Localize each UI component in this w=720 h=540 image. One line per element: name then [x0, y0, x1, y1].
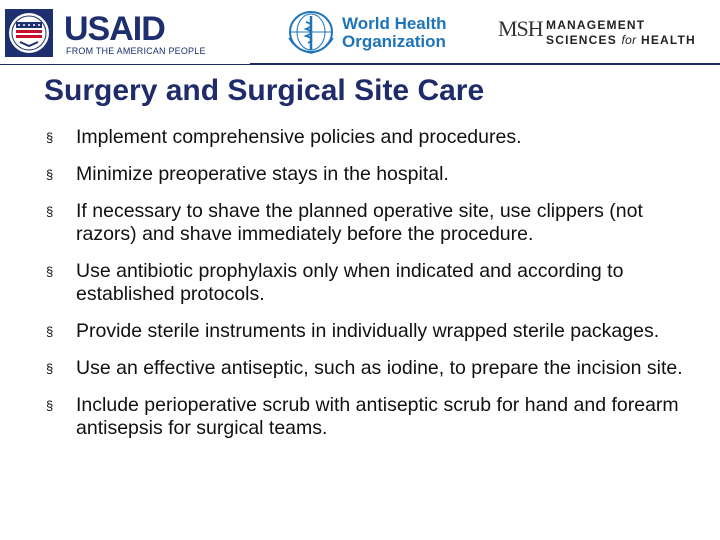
- usaid-wordmark: USAID: [64, 10, 165, 48]
- logo-bar: [0, 0, 720, 66]
- who-line2: Organization: [342, 32, 446, 51]
- usaid-tagline: FROM THE AMERICAN PEOPLE: [66, 46, 206, 56]
- msh-line2: SCIENCES for HEALTH: [546, 33, 696, 47]
- msh-name: [546, 18, 696, 48]
- bullet-marker-icon: §: [46, 361, 54, 376]
- bullet-marker-icon: §: [46, 130, 54, 145]
- who-line1: World Health: [342, 14, 447, 33]
- bullet-marker-icon: §: [46, 398, 54, 413]
- header-divider-left: [0, 64, 250, 65]
- bullet-item: § Implement comprehensive policies and procedures.: [46, 126, 522, 148]
- bullet-item: § Include perioperative scrub with antiseptic scrub for hand and forearm antisepsis for surgical teams.: [46, 394, 679, 439]
- bullet-item: § Use an effective antiseptic, such as iodine, to prepare the incision site.: [46, 357, 683, 379]
- bullet-item: § Use antibiotic prophylaxis only when indicated and according to established protocols.: [46, 260, 624, 305]
- bullet-marker-icon: §: [46, 204, 54, 219]
- who-emblem-icon: [286, 10, 336, 54]
- bullet-list: [46, 126, 686, 454]
- msh-mark: MSH: [498, 16, 543, 41]
- bullet-item: § Provide sterile instruments in individually wrapped sterile packages.: [46, 320, 660, 342]
- bullet-item: § Minimize preoperative stays in the hospital.: [46, 163, 449, 185]
- who-name: [342, 15, 452, 51]
- bullet-marker-icon: §: [46, 264, 54, 279]
- bullet-marker-icon: §: [46, 324, 54, 339]
- bullet-item: § If necessary to shave the planned operative site, use clippers (not razors) and shave immediately before the procedure.: [46, 200, 643, 245]
- usaid-seal-icon: [4, 8, 54, 58]
- slide-title: Surgery and Surgical Site Care: [44, 74, 485, 107]
- msh-logo: [498, 10, 718, 54]
- header-divider: [250, 63, 720, 65]
- usaid-logo: [4, 8, 206, 58]
- bullet-marker-icon: §: [46, 167, 54, 182]
- msh-line1: MANAGEMENT: [546, 18, 646, 32]
- who-logo: [286, 8, 446, 58]
